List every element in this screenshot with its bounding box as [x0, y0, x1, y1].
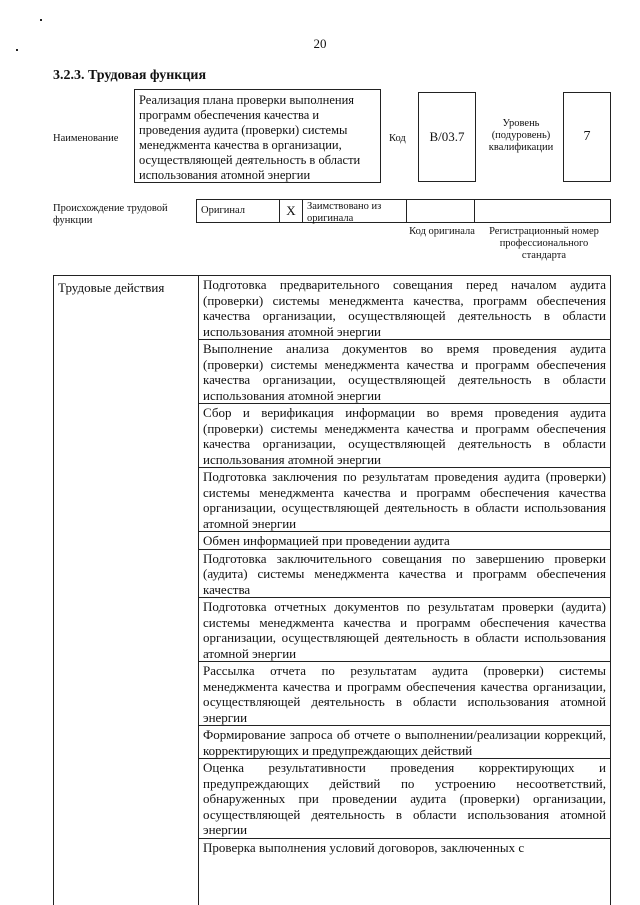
registration-number-cell: [475, 200, 610, 222]
function-name-box: Реализация плана проверки выполнения программ обеспечения качества и проведения аудита (проверки) системы менеджмента качества в организации, осуществляющей деятельность в области использования атомной энергии: [134, 89, 381, 183]
level-box: 7: [563, 92, 611, 182]
level-label: Уровень (подуровень) квалификации: [488, 118, 554, 153]
borrowed-cell: Заимствовано из оригинала: [303, 200, 407, 222]
labor-actions-table: [53, 275, 611, 905]
scan-speck: [40, 19, 42, 21]
labor-action-item: Выполнение анализа документов во время проведения аудита (проверки) системы менеджмента качества и программ обеспечения качества организации, осуществляющей деятельность в области использования атомной энергии: [199, 340, 610, 404]
section-title: 3.2.3. Трудовая функция: [53, 68, 207, 83]
code-label: Код: [389, 133, 406, 144]
original-code-cell: [407, 200, 475, 222]
registration-number-caption: Регистрационный номер профессионального стандарта: [489, 226, 599, 261]
labor-action-item: Подготовка заключения по результатам проведения аудита (проверки) системы менеджмента качества и программ обеспечения качества организации, осуществляющей деятельность в области использования атомной энергии: [199, 468, 610, 532]
labor-action-item: Рассылка отчета по результатам аудита (проверки) системы менеджмента качества и программ обеспечения качества организации, осуществляющей деятельность в области использования атомной энергии: [199, 662, 610, 726]
page-number: 20: [313, 36, 327, 51]
origin-label: Происхождение трудовой функции: [53, 203, 168, 226]
origin-row: [196, 199, 611, 223]
labor-action-item: Подготовка заключительного совещания по завершению проверки (аудита) системы менеджмента качества и программ обеспечения качества: [199, 550, 610, 599]
labor-action-item: Проверка выполнения условий договоров, заключенных с: [203, 839, 525, 855]
labor-action-item: Обмен информацией при проведении аудита: [199, 532, 610, 550]
labor-actions-label: Трудовые действия: [58, 280, 165, 295]
code-box: B/03.7: [418, 92, 476, 182]
labor-action-item: Подготовка отчетных документов по результатам проверки (аудита) системы менеджмента качества и программ обеспечения качества организации, осуществляющей деятельность в области использования атомной энергии: [199, 598, 610, 662]
original-code-caption: Код оригинала: [409, 226, 475, 237]
labor-actions-list: [198, 276, 610, 905]
labor-action-item: Формирование запроса об отчете о выполнении/реализации коррекций, корректирующих и предупреждающих действий: [199, 726, 610, 759]
labor-action-item: Подготовка предварительного совещания перед началом аудита (проверки) системы менеджмента качества, программ обеспечения качества организации, осуществляющей деятельность в области использования атомной энергии: [199, 276, 610, 340]
labor-action-item: Сбор и верификация информации во время проведения аудита (проверки) системы менеджмента качества и программ обеспечения качества организации, осуществляющей деятельность в области использования атомной энергии: [199, 404, 610, 468]
original-cell: Оригинал: [197, 200, 280, 222]
name-label: Наименование: [53, 133, 119, 144]
original-mark: X: [280, 200, 303, 222]
labor-action-item: Оценка результативности проведения корректирующих и предупреждающих действий по устроению несоответствий, обнаруженных при проведении аудита (проверки) организации, осуществляющей деятельность в области использования атомной энергии: [199, 759, 610, 839]
